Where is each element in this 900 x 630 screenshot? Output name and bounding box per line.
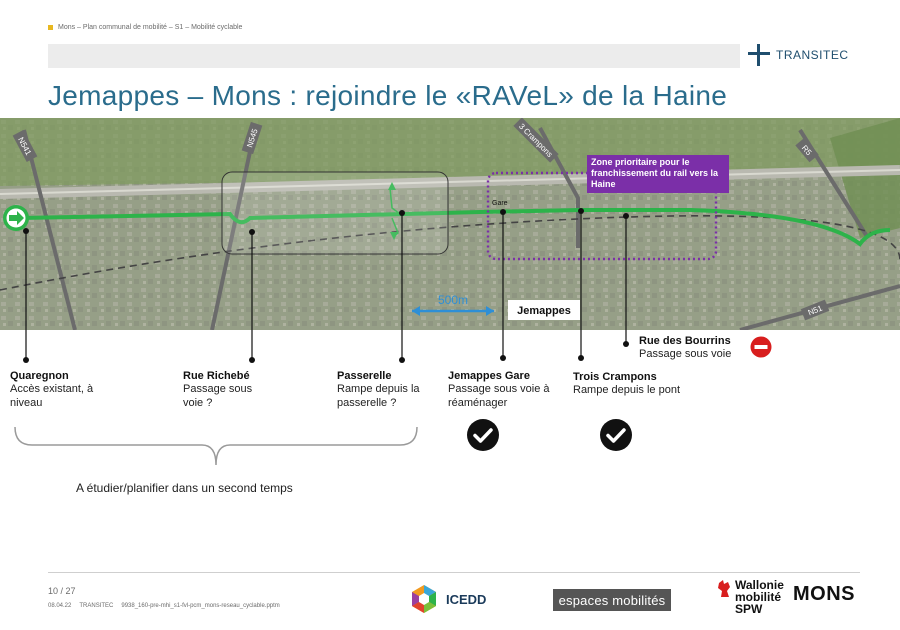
point-richebe: [183, 370, 293, 410]
point-title: Quaregnon: [10, 370, 69, 382]
footer-file: 9938_160-pre-mhi_s1-fvl-pcm_mons-reseau_cyclable.pptm: [121, 603, 280, 609]
no-entry-icon: [750, 336, 772, 358]
wallonie-logo: [716, 579, 784, 615]
study-bracket: [12, 425, 422, 475]
icedd-hexagon-icon: [408, 583, 440, 615]
breadcrumb-marker: [48, 25, 53, 30]
svg-text:3 Crampons: 3 Crampons: [517, 121, 555, 159]
point-desc: Passage sous voie à réaménager: [448, 383, 550, 409]
point-title: Trois Crampons: [573, 371, 657, 383]
point-rue-des-bourrins: [639, 335, 759, 361]
gare-label: Gare: [492, 200, 508, 207]
wallonie-line-3: SPW: [735, 602, 763, 616]
breadcrumb-text: Mons – Plan communal de mobilité – S1 – Mobilité cyclable: [58, 24, 243, 31]
wallonie-line-2: mobilité: [735, 590, 782, 604]
point-quaregnon: [10, 370, 140, 410]
point-title: Jemappes Gare: [448, 370, 530, 382]
point-desc: Passage sous voie ?: [183, 383, 253, 409]
point-jemappes-gare: [448, 370, 568, 410]
point-desc: Rampe depuis la passerelle ?: [337, 383, 420, 409]
bracket-text: A étudier/planifier dans un second temps: [76, 481, 293, 495]
svg-text:Jemappes: Jemappes: [517, 305, 571, 317]
priority-zone-label: Zone prioritaire pour le franchissement du rail vers la Haine: [587, 155, 729, 193]
footer-meta: [48, 603, 280, 609]
point-title: Passerelle: [337, 370, 392, 382]
wallonie-rooster-icon: [716, 579, 732, 599]
point-passerelle: [337, 370, 447, 410]
breadcrumb: [48, 24, 242, 31]
footer-date: 08.04.22: [48, 603, 72, 609]
point-desc: Rampe depuis le pont: [573, 384, 681, 396]
page-number: 10 / 27: [48, 586, 76, 596]
place-label-jemappes: [508, 300, 580, 320]
svg-text:N541: N541: [16, 135, 34, 157]
check-icon-gare: [467, 419, 499, 451]
icedd-logo: [408, 583, 486, 615]
espaces-mobilites-logo: espaces mobilités: [553, 589, 671, 611]
point-desc: Passage sous voie: [639, 348, 732, 360]
point-title: Rue Richebé: [183, 370, 250, 382]
svg-text:N51: N51: [806, 303, 824, 318]
point-trois-crampons: [573, 371, 703, 397]
mons-logo: MONS: [793, 583, 855, 605]
header-bar: [48, 44, 740, 68]
route-start-icon: [3, 205, 29, 231]
wallonie-line-1: Wallonie: [735, 578, 784, 592]
icedd-text: ICEDD: [446, 591, 487, 607]
footer-company: TRANSITEC: [79, 603, 114, 609]
check-icon-crampons: [600, 419, 632, 451]
route-map: [0, 118, 900, 330]
transitec-cross-icon: [748, 44, 770, 66]
svg-text:R5: R5: [799, 143, 814, 158]
point-desc: Accès existant, à niveau: [10, 383, 94, 409]
point-title: Rue des Bourrins: [639, 335, 731, 347]
svg-text:N545: N545: [245, 127, 260, 149]
transitec-logo-text: TRANSITEC: [776, 48, 849, 62]
page-title: Jemappes – Mons : rejoindre le «RAVeL» de la Haine: [48, 80, 728, 111]
transitec-logo: [748, 44, 849, 66]
footer-divider: [48, 572, 860, 573]
study-zone: [222, 172, 448, 254]
scale-label: 500m: [437, 293, 469, 307]
